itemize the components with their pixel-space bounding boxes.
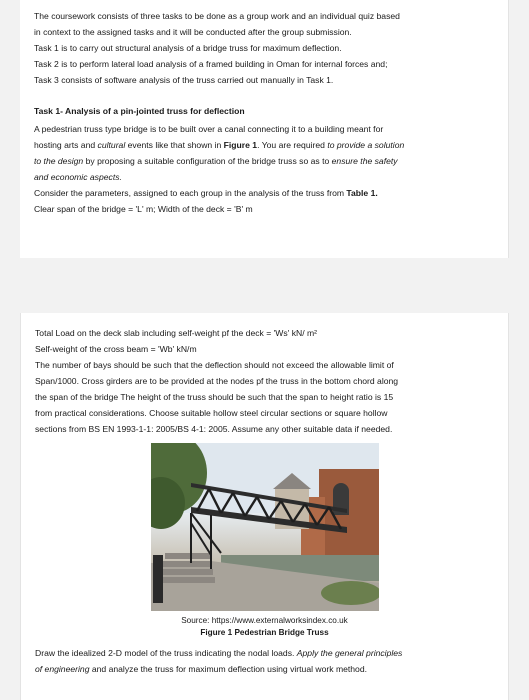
final-line-2: of engineering and analyze the truss for maximum deflection using virtual work method. [35, 664, 367, 674]
bridge-photo-illustration [151, 443, 379, 611]
figure-source: Source: https://www.externalworksindex.co.uk [181, 616, 348, 625]
task1-para-line-1: A pedestrian truss type bridge is to be built over a canal connecting it to a building meant for [34, 124, 384, 134]
figure-caption: Figure 1 Pedestrian Bridge Truss [200, 628, 329, 637]
task1-para-line-4: and economic aspects. [34, 172, 122, 182]
document-page-top [20, 0, 509, 258]
intro-task-3: Task 3 consists of software analysis of the truss carried out manually in Task 1. [34, 75, 334, 85]
intro-task-1: Task 1 is to carry out structural analysis of a bridge truss for maximum deflection. [34, 43, 342, 53]
total-load: Total Load on the deck slab including self-weight pf the deck = 'Ws' kN/ m² [35, 328, 318, 338]
task1-span: Clear span of the bridge = 'L' m; Width of the deck = 'B' m [34, 204, 253, 214]
bays-line-1: The number of bays should be such that the deflection should not exceed the allowable limit of [35, 360, 394, 370]
bays-line-4: from practical considerations. Choose suitable hollow steel circular sections or square hollow [35, 408, 388, 418]
intro-line-1: The coursework consists of three tasks to be done as a group work and an individual quiz based [34, 11, 400, 21]
intro-task-2: Task 2 is to perform lateral load analysis of a framed building in Oman for internal forces and; [34, 59, 388, 69]
bays-line-3: the span of the bridge The height of the truss should be such that the span to height ratio is 15 [35, 392, 394, 402]
bays-line-5: sections from BS EN 1993-1-1: 2005/BS 4-1: 2005. Assume any other suitable data if needed. [35, 424, 393, 434]
task1-para-line-2: hosting arts and cultural events like that shown in Figure 1. You are required to provide a solution [34, 140, 405, 150]
task1-heading: Task 1- Analysis of a pin-jointed truss for deflection [34, 106, 245, 116]
task1-para-line-3: to the design by proposing a suitable configuration of the bridge truss so as to ensure the safety [34, 156, 398, 166]
final-line-1: Draw the idealized 2-D model of the truss indicating the nodal loads. Apply the general principles [35, 648, 403, 658]
document-page-bottom [20, 313, 509, 700]
cross-beam-weight: Self-weight of the cross beam = 'Wb' kN/m [35, 344, 197, 354]
bridge-photo [151, 443, 379, 611]
task1-params: Consider the parameters, assigned to each group in the analysis of the truss from Table 1. [34, 188, 378, 198]
intro-line-2: in context to the assigned tasks and it will be conducted after the group submission. [34, 27, 352, 37]
bays-line-2: Span/1000. Cross girders are to be provided at the nodes pf the truss in the bottom chord along [35, 376, 399, 386]
